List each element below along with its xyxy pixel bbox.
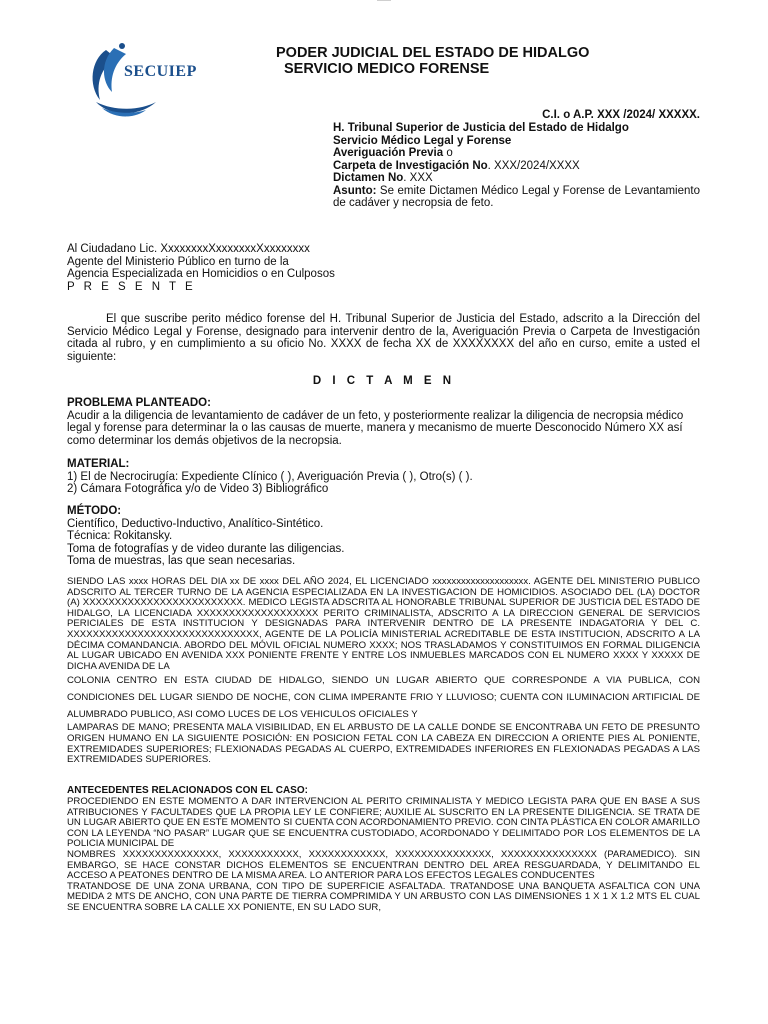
metodo-line-2: Técnica: Rokitansky.: [67, 530, 173, 542]
narrative-p3: LAMPARAS DE MANO; PRESENTA MALA VISIBILIDAD, EN EL ARBUSTO DE LA CALLE DONDE SE ENCONTRABA UN FETO DE PRESUNTO ORIGEN HUMANO EN LA SIGUIENTE POSICIÓN: EN POSICION FETAL CON LA CABEZA EN DIRECCION A ORIENTE PIES AL PONIENTE, EXTREMIDADES SUPERIORES; FLEXIONADAS PEGADAS AL CUERPO, EXTREMIDADES INFERIORES EN FLEXIONADAS PEGADAS A LAS EXTREMIDADES SUPERIORES.: [67, 722, 700, 766]
problema-heading: PROBLEMA PLANTEADO:: [67, 397, 211, 409]
addr-line-1: H. Tribunal Superior de Justicia del Estado de Hidalgo: [333, 122, 629, 134]
metodo-heading: MÉTODO:: [67, 505, 122, 517]
addr-line-5-value: . XXX: [403, 172, 433, 184]
address-block: [333, 122, 700, 210]
intro-paragraph: El que suscribe perito médico forense del H. Tribunal Superior de Justicia del Estado, adscrito a la Dirección del Servicio Médico Legal y Forense, designado para intervenir dentro de la, Averiguación Previa o Carpeta de Investigación citada al rubro, y en cumplimiento a su oficio No. XXXX de fecha XX de XXXXXXXX del año en curso, emite a usted el siguiente:: [67, 313, 700, 363]
recipient-line-2: Agente del Ministerio Público en turno de la: [67, 255, 289, 268]
asunto: [333, 185, 700, 210]
antecedentes-section: [67, 797, 700, 914]
narrative-p1: SIENDO LAS xxxx HORAS DEL DIA xx DE xxxx DEL AÑO 2024, EL LICENCIADO xxxxxxxxxxxxxxxxxxxx. AGENTE DEL MINISTERIO PUBLICO ADSCRITO AL TERCER TURNO DE LA AGENCIA ESPECIALIZADA EN LA INVESTIGACION DE HOMICIDIOS. ASOCIADO DEL (LA) DOCTOR (A) XXXXXXXXXXXXXXXXXXXXXXXXX. MEDICO LEGISTA ADSCRITA AL HONORABLE TRIBUNAL SUPERIOR DE JUSTICIA DEL ESTADO DE HIDALGO, LA LICENCIADA XXXXXXXXXXXXXXXXXXX PERITO CRIMINALISTA, ADSCRITO A LA DIRECCION GENERAL DE SERVICIOS PERICIALES DE ESTA INSTITUCION Y DESIGNADAS PARA INTERVENIR DENTRO DE LA PRESENTE INDAGATORIA Y DEL C. XXXXXXXXXXXXXXXXXXXXXXXXXXXXXX, AGENTE DE LA POLICÍA MINISTERIAL ACREDITABLE DE ESTA INSTITUCION, ADSCRITO A LA DÉCIMA COMANDANCIA. ABORDO DEL MÓVIL OFICIAL NUMERO XXXX; NOS TRASLADAMOS Y CONSTITUIMOS EN FORMAL DILIGENCIA AL LUGAR UBICADO EN AVENIDA XXX PONIENTE FRENTE Y ENTRE LOS INMUEBLES MARCADOS CON EL NUMERO XXXX Y XXXXX DE DICHA AVENIDA DE LA: [67, 576, 700, 672]
material-line-1a: 1) El de Necrocirugía: [67, 470, 176, 483]
recipient-line-1: Al Ciudadano Lic. XxxxxxxxXxxxxxxxXxxxxxxxx: [67, 243, 310, 255]
metodo-line-4: Toma de muestras, las que sean necesarias.: [67, 555, 296, 567]
dictamen-title: D I C T A M E N: [312, 375, 456, 387]
narrative-p2: COLONIA CENTRO EN ESTA CIUDAD DE HIDALGO, SIENDO UN LUGAR ABIERTO QUE CORRESPONDE A VIA PUBLICA, CON CONDICIONES DEL LUGAR SIENDO DE NOCHE, CON CLIMA IMPERANTE FRIO Y LLUVIOSO; CUENTA CON ILUMINACION ARTIFICIAL DE ALUMBRADO PUBLICO, ASI COMO LUCES DE LOS VEHICULOS OFICIALES Y: [67, 675, 700, 721]
addr-line-4: [333, 160, 700, 173]
addr-line-3-label: Averiguación Previa: [333, 147, 444, 159]
addr-line-3-value: o: [443, 147, 453, 159]
material-line-2: 2) Cámara Fotográfica y/o de Video 3) Bibliográfico: [67, 483, 329, 495]
asunto-label: Asunto:: [333, 184, 377, 197]
logo-text: SECUIEP: [124, 63, 197, 80]
antecedentes-p2: NOMBRES XXXXXXXXXXXXXXX, XXXXXXXXXXX, XXXXXXXXXXXX, XXXXXXXXXXXXXXX, XXXXXXXXXXXXXXX (PARAMEDICO). SIN EMBARGO, SE HACE CONSTAR DICHOS ELEMENTOS SE ENCUENTRAN DENTRO DEL AREA RESGUARDADA, Y DELIMITANDO EL ACCESO A PEATONES DENTRO DE LA MISMA AREA. LO ANTERIOR PARA LOS EFECTOS LEGALES CONDUCENTES: [67, 848, 700, 882]
antecedentes-p3: TRATANDOSE DE UNA ZONA URBANA, CON TIPO DE SUPERFICIE ASFALTADA. TRATANDOSE UNA BANQUETA ASFALTICA CON UNA MEDIDA 2 MTS DE ANCHO, CON UNA PARTE DE TIERRA COMPRIMIDA Y UN ARBUSTO CON LAS DIMENSIONES 1 X 1 X 1.2 MTS EL CUAL SE ENCUENTRA SOBRE LA CALLE XX PONIENTE, EN SU LADO SUR,: [67, 880, 700, 913]
addr-line-3: [333, 147, 700, 160]
metodo-line-3: Toma de fotografías y de video durante las diligencias.: [67, 542, 345, 555]
material-section: [67, 458, 700, 496]
metodo-section: [67, 505, 700, 568]
narrative-section: [67, 577, 700, 766]
asunto-text: Se emite Dictamen Médico Legal y Forense de Levantamiento de cadáver y necropsia de feto.: [333, 184, 700, 209]
metodo-line-1: Científico, Deductivo-Inductivo, Analítico-Sintético.: [67, 517, 324, 530]
antecedentes-heading: ANTECEDENTES RELACIONADOS CON EL CASO:: [67, 785, 308, 796]
case-number: C.I. o A.P. XXX /2024/ XXXXX.: [542, 109, 700, 121]
addr-line-4-label: Carpeta de Investigación No: [333, 159, 488, 172]
page-top-mark: [377, 0, 391, 1]
recipient-line-3: Agencia Especializada en Homicidios o en Culposos: [67, 268, 335, 280]
addr-line-2: Servicio Médico Legal y Forense: [333, 134, 512, 147]
addr-line-5-label: Dictamen No: [333, 172, 404, 184]
antecedentes-p1: PROCEDIENDO EN ESTE MOMENTO A DAR INTERVENCION AL PERITO CRIMINALISTA Y MEDICO LEGISTA PARA QUE EN BASE A SUS ATRIBUCIONES Y FACULTADES QUE LA PROPIA LEY LE CONFIERE; AUXILIE AL SUSCRITO EN LA PRESENTE DILIGENCIA. SE TRATA DE UN LUGAR ABIERTO QUE EN ESTE MOMENTO SI CUENTA CON ACORDONAMIENTO PREVIO. CON CINTA PLÁSTICA EN COLOR AMARILLO CON LA LEYENDA “NO PASAR” LUGAR QUE SE ENCUENTRA CUSTODIADO, ACORDONADO Y DELIMITADO POR LOS ELEMENTOS DE LA POLICIA MUNICIPAL DE: [67, 796, 700, 850]
material-line-1b: : Expediente Clínico ( ), Averiguación Previa ( ), Otro(s) ( ).: [175, 470, 473, 483]
header-line-2: SERVICIO MEDICO FORENSE: [284, 61, 490, 77]
addr-line-5: [333, 172, 700, 185]
material-line-1: [67, 471, 700, 484]
recipient-block: [67, 243, 335, 293]
problema-text: Acudir a la diligencia de levantamiento de cadáver de un feto, y posteriormente realizar la diligencia de necropsia médico legal y forense para determinar la o las causas de muerte, manera y mecanismo de muerte Desconocido Número XX así como determinar los demás objetivos de la necropsia.: [67, 409, 684, 447]
addr-line-4-value: . XXX/2024/XXXX: [487, 159, 580, 172]
header-line-1: PODER JUDICIAL DEL ESTADO DE HIDALGO: [276, 45, 590, 61]
problema-section: [67, 397, 700, 447]
material-heading: MATERIAL:: [67, 458, 130, 470]
recipient-line-4: P R E S E N T E: [67, 280, 196, 293]
